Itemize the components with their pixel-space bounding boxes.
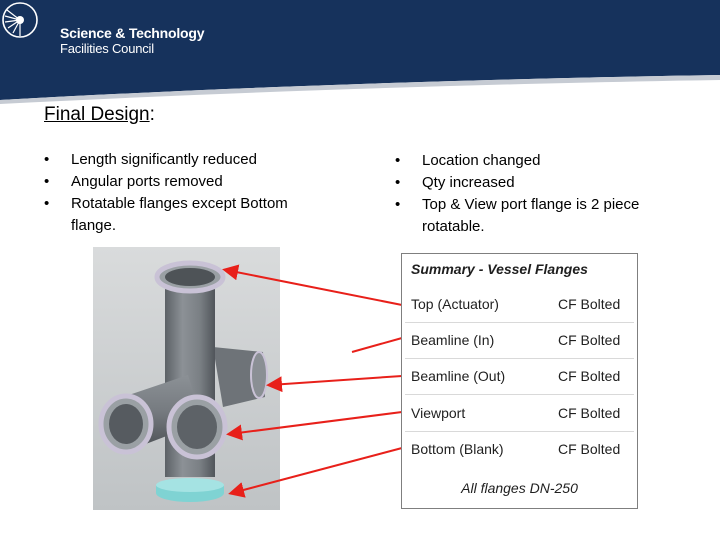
table-row xyxy=(402,396,637,432)
bullet-dot: • xyxy=(44,173,50,190)
bullet-dot: • xyxy=(395,174,401,191)
bullet-item xyxy=(395,150,655,172)
bullet-text: Length significantly reduced xyxy=(71,151,257,168)
bullet-item xyxy=(395,194,655,238)
arrow-beamline-out xyxy=(270,376,402,385)
flange-name: Beamline (In) xyxy=(411,332,495,348)
bullet-text: Qty increased xyxy=(422,174,515,191)
bullet-text: Rotatable flanges except Bottom flange. xyxy=(71,195,288,234)
flange-type: CF Bolted xyxy=(558,332,621,348)
table-title: Summary - Vessel Flanges xyxy=(411,261,588,277)
bullet-text: Top & View port flange is 2 piece rotatable. xyxy=(422,196,640,235)
arrow-beamline-in-segment xyxy=(352,338,402,352)
bullet-dot: • xyxy=(44,195,50,212)
bullet-item xyxy=(395,172,655,194)
bullet-item xyxy=(44,193,294,237)
flange-type: CF Bolted xyxy=(558,368,621,384)
bullet-dot: • xyxy=(395,152,401,169)
org-name-line1: Science & Technology xyxy=(60,25,205,41)
bullet-dot: • xyxy=(44,151,50,168)
slide-title xyxy=(44,104,155,126)
stfc-logo-icon xyxy=(0,0,40,40)
flange-name: Top (Actuator) xyxy=(411,296,499,312)
org-name-line2: Facilities Council xyxy=(60,41,154,56)
row-divider xyxy=(405,394,634,395)
flange-name: Bottom (Blank) xyxy=(411,441,504,457)
flange-type: CF Bolted xyxy=(558,296,621,312)
vessel-render-image xyxy=(93,247,280,510)
bullet-item xyxy=(44,171,294,193)
table-row xyxy=(402,359,637,395)
slide-title-text: Final Design xyxy=(44,104,150,125)
table-row xyxy=(402,323,637,359)
bullet-list-left xyxy=(44,149,294,237)
table-row xyxy=(402,432,637,468)
flange-type: CF Bolted xyxy=(558,441,621,457)
bullet-text: Angular ports removed xyxy=(71,173,223,190)
beamline-out-flange xyxy=(251,352,267,398)
flange-summary-table xyxy=(401,253,638,509)
table-footer: All flanges DN-250 xyxy=(461,480,578,496)
bullet-item xyxy=(44,149,294,171)
table-row xyxy=(402,287,637,323)
organisation-name xyxy=(60,26,204,56)
bullet-dot: • xyxy=(395,196,401,213)
bullet-text: Location changed xyxy=(422,152,541,169)
flange-type: CF Bolted xyxy=(558,405,621,421)
bullet-list-right xyxy=(395,150,655,238)
flange-name: Viewport xyxy=(411,405,466,421)
header-band xyxy=(0,0,720,105)
slide-title-colon: : xyxy=(149,104,155,125)
flange-name: Beamline (Out) xyxy=(411,368,506,384)
